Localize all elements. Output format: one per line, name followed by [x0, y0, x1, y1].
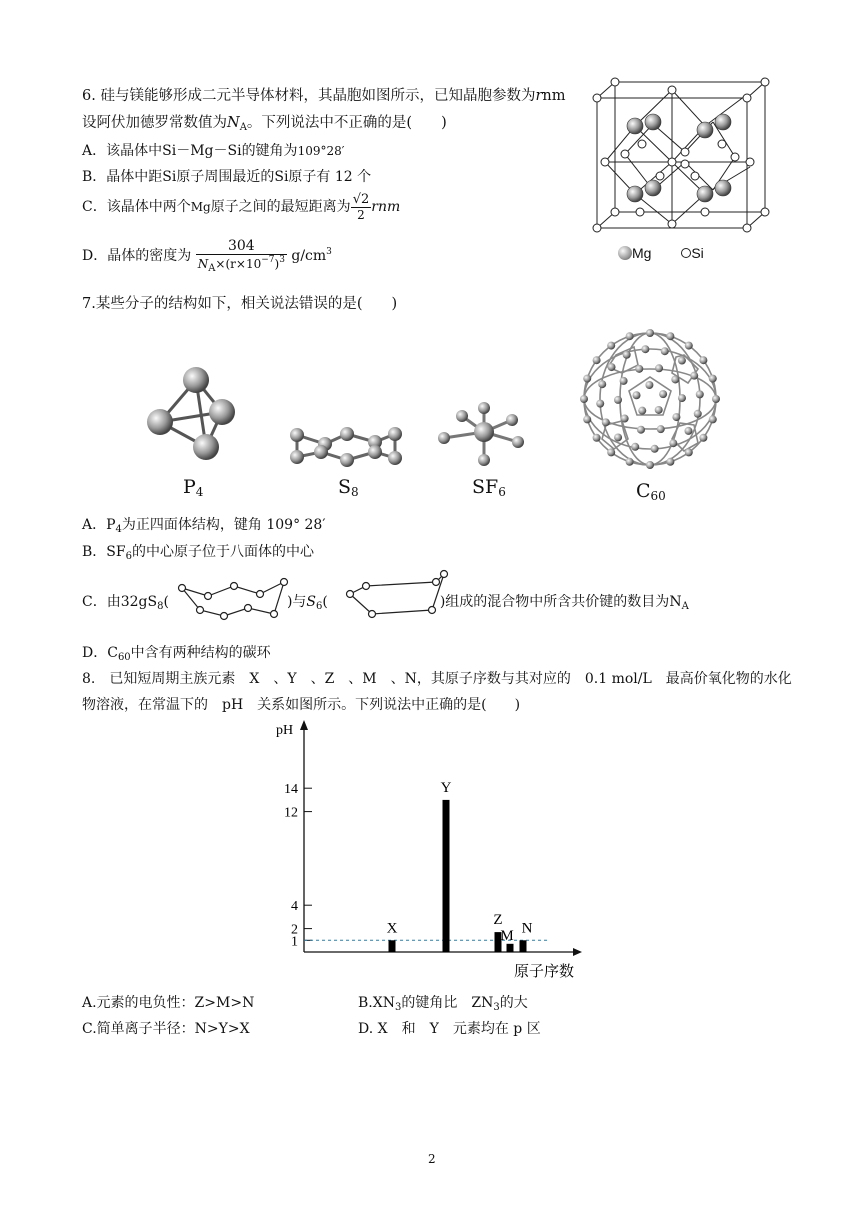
q6-option-b: B．晶体中距Si原子周围最近的Si原子有 12 个 — [82, 169, 372, 185]
c60-atom — [655, 406, 663, 414]
c60-atom — [672, 413, 680, 421]
q6-option-c-fraction: $\frac{√2}{2}$ — [352, 192, 370, 222]
c60-atom — [614, 396, 622, 404]
q7-option-c: C．由$32gS_8$( )与$S_6$( )组成的混合物中所含共价键的数目为$N_A$ — [82, 594, 689, 612]
y-tick-label: 4 — [291, 899, 298, 915]
page-number: 2 — [428, 1152, 436, 1166]
c60-atom — [583, 415, 591, 423]
c60-atom — [583, 375, 591, 383]
q8-stem-line2: 物溶液，在常温下的 pH 关系如图所示。下列说法中正确的是( ) — [82, 697, 521, 713]
q7-option-d: D．$C_{60}$中含有两种结构的碳环 — [82, 645, 271, 663]
c60-atom — [678, 394, 686, 402]
s8-molecule-figure — [285, 422, 410, 472]
c60-label: $C_{60}$ — [636, 480, 666, 503]
q7-option-a: A．$P_4$为正四面体结构，键角 109° 28′ — [82, 517, 326, 535]
bar-label-m: M — [500, 927, 514, 944]
c60-atom — [580, 395, 588, 403]
ph-bar-chart — [268, 716, 598, 984]
q7-stem: 7.某些分子的结构如下，相关说法错误的是( ) — [82, 296, 398, 312]
c60-atom — [659, 390, 667, 398]
c60-atom — [607, 448, 615, 456]
bar-y — [443, 800, 450, 952]
p4-label: $P_4$ — [183, 476, 204, 499]
c60-atom — [626, 458, 634, 466]
c60-molecule-figure — [576, 325, 724, 473]
c60-atom — [646, 461, 654, 469]
c60-atom — [638, 407, 646, 415]
bar-m — [507, 944, 514, 952]
q6-option-a: A．该晶体中Si－Mg－Si的键角为109°28′ — [82, 143, 345, 159]
q6-stem-line2: 设阿伏加德罗常数值为$N_A$。下列说法中不正确的是( ) — [82, 115, 447, 133]
y-axis-arrow — [300, 720, 308, 730]
x-axis-label: 原子序数 — [514, 964, 575, 980]
c60-atom — [646, 329, 654, 337]
q6-option-d: D．晶体的密度为 $\frac{304}{N_A\times(r\times 10^{-7})^3}$ $g/cm^3$ — [82, 238, 332, 274]
bar-n — [520, 940, 527, 952]
c60-atom — [671, 375, 679, 383]
y-tick-label: 14 — [284, 782, 298, 798]
c60-atom — [709, 375, 717, 383]
c60-atom — [623, 351, 631, 359]
c60-atom — [614, 433, 622, 441]
s8-label: $S_8$ — [338, 476, 359, 499]
c60-atom — [621, 415, 629, 423]
c60-atom — [694, 410, 702, 418]
sf6-label: $SF_6$ — [472, 476, 506, 499]
c60-atom — [685, 342, 693, 350]
c60-atom — [678, 357, 686, 365]
mg-ball-icon — [618, 246, 632, 260]
c60-atom — [699, 434, 707, 442]
q8-option-d: D. X 和 Y 元素均在 p 区 — [358, 1021, 541, 1037]
c60-atom — [685, 448, 693, 456]
c60-atom — [666, 458, 674, 466]
c60-atom — [712, 395, 720, 403]
c60-atom — [690, 372, 698, 380]
q6-option-c: C．该晶体中两个Mg原子之间的最短距离为 $\frac{√2}{2}$ rnm — [82, 192, 401, 222]
c60-atom — [633, 391, 641, 399]
crystal-legend: Mg Si — [618, 245, 704, 261]
si-circle-icon — [681, 248, 691, 258]
bar-label-n: N — [521, 920, 533, 937]
s6-ring-sketch — [338, 566, 453, 628]
c60-atom — [669, 439, 677, 447]
q8-option-a: A.元素的电负性：Z>M>N — [82, 995, 255, 1011]
bar-label-y: Y — [440, 779, 452, 796]
c60-atom — [626, 332, 634, 340]
y-axis-label: pH — [276, 723, 294, 738]
q8-option-b: $B.XN_3$的键角比 $ZN_3$的大 — [358, 995, 528, 1013]
c60-atom — [596, 400, 604, 408]
p4-molecule-figure — [138, 362, 248, 472]
bar-x — [389, 940, 396, 952]
c60-atom — [607, 342, 615, 350]
c60-atom — [631, 443, 639, 451]
c60-atom — [641, 345, 649, 353]
c60-atom — [602, 418, 610, 426]
q8-option-c: C.简单离子半径：N>Y>X — [82, 1021, 250, 1037]
c60-atom — [696, 390, 704, 398]
c60-atom — [661, 347, 669, 355]
x-axis-arrow — [573, 948, 582, 956]
s8-ring-sketch — [172, 574, 294, 624]
y-tick-label: 1 — [291, 934, 298, 950]
sf6-molecule-figure — [432, 400, 532, 470]
c60-atom — [651, 445, 659, 453]
c60-atom — [635, 365, 643, 373]
q7-option-b: B．$SF_6$的中心原子位于八面体的中心 — [82, 544, 314, 562]
c60-atom — [620, 377, 628, 385]
c60-atom — [593, 356, 601, 364]
crystal-cell-figure — [585, 72, 775, 272]
c60-atom — [608, 363, 616, 371]
q8-stem-line1: 8. 已知短周期主族元素 X 、Y 、Z 、M 、N，其原子序数与其对应的 0.1 mol/L 最高价氧化物的水化 — [82, 671, 792, 687]
q6-stem-line1: 6. 硅与镁能够形成二元半导体材料，其晶胞如图所示，已知晶胞参数为rnm — [82, 88, 566, 104]
bar-label-x: X — [386, 920, 398, 937]
c60-atom — [593, 434, 601, 442]
c60-atom — [684, 427, 692, 435]
c60-atom — [709, 415, 717, 423]
c60-atom — [666, 332, 674, 340]
c60-atom — [637, 426, 645, 434]
c60-atom — [657, 425, 665, 433]
c60-atom — [699, 356, 707, 364]
y-tick-label: 12 — [284, 805, 298, 821]
c60-atom — [645, 381, 653, 389]
c60-atom — [655, 364, 663, 372]
q6-option-d-fraction: $\frac{304}{N_A\times(r\times 10^{-7})^3}$ — [197, 238, 285, 274]
bar-label-z: Z — [493, 912, 503, 929]
c60-atom — [598, 380, 606, 388]
y-tick-label: 2 — [291, 922, 298, 938]
